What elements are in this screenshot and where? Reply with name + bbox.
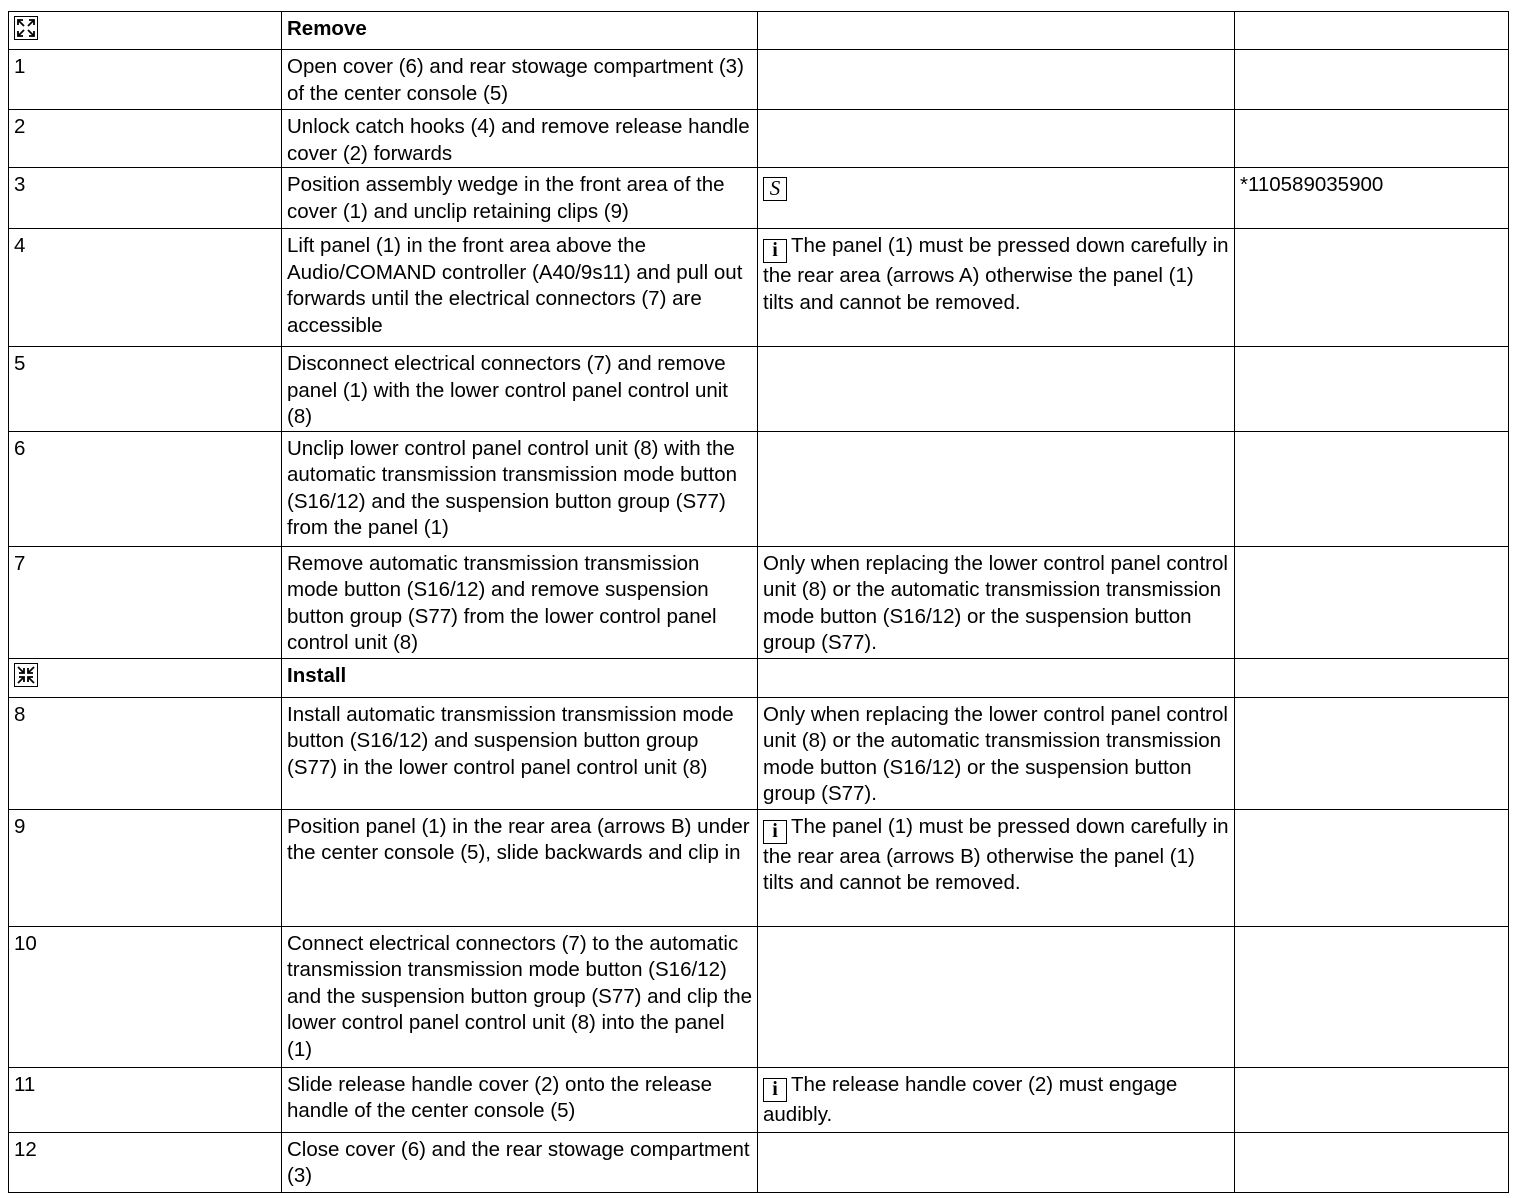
step-number: 3	[9, 168, 282, 229]
step-ref	[1235, 546, 1509, 658]
step-row	[9, 168, 1509, 229]
step-text: Lift panel (1) in the front area above the Audio/COMAND controller (A40/9s11) and pull out forwards until the electrical connectors (7) are accessible	[282, 229, 758, 347]
note-text: The release handle cover (2) must engage audibly.	[763, 1072, 1178, 1126]
step-row	[9, 809, 1509, 926]
step-ref: *110589035900	[1235, 168, 1509, 229]
step-note: Only when replacing the lower control panel control unit (8) or the automatic transmission transmission mode button (S16/12) or the suspension button group (S77).	[758, 546, 1235, 658]
step-ref	[1235, 431, 1509, 546]
procedure-table	[8, 11, 1509, 1193]
step-text: Remove automatic transmission transmission mode button (S16/12) and remove suspension button group (S77) from the lower control panel control unit (8)	[282, 546, 758, 658]
section-header-row-install	[9, 658, 1509, 697]
info-icon: i	[763, 239, 787, 263]
step-note	[758, 926, 1235, 1067]
step-ref	[1235, 1067, 1509, 1132]
contract-arrows-icon	[14, 663, 38, 687]
step-number: 6	[9, 431, 282, 546]
step-number: 4	[9, 229, 282, 347]
step-number: 7	[9, 546, 282, 658]
step-note	[758, 1132, 1235, 1192]
step-text: Disconnect electrical connectors (7) and remove panel (1) with the lower control panel control unit (8)	[282, 347, 758, 432]
step-note	[758, 431, 1235, 546]
step-ref	[1235, 697, 1509, 809]
step-row	[9, 347, 1509, 432]
step-text: Unclip lower control panel control unit (8) with the automatic transmission transmission mode button (S16/12) and the suspension button group (S77) from the panel (1)	[282, 431, 758, 546]
step-number: 12	[9, 1132, 282, 1192]
section-header-row-remove	[9, 12, 1509, 50]
step-text: Connect electrical connectors (7) to the automatic transmission transmission mode button (S16/12) and the suspension button group (S77) and clip the lower control panel control unit (8) into the panel (1)	[282, 926, 758, 1067]
step-row	[9, 1132, 1509, 1192]
info-icon: i	[763, 820, 787, 844]
step-ref	[1235, 347, 1509, 432]
step-note	[758, 809, 1235, 926]
step-ref	[1235, 110, 1509, 168]
step-note	[758, 50, 1235, 110]
info-icon: i	[763, 1078, 787, 1102]
step-note	[758, 168, 1235, 229]
note-text: The panel (1) must be pressed down carefully in the rear area (arrows B) otherwise the panel (1) tilts and cannot be removed.	[763, 814, 1229, 894]
step-text: Position panel (1) in the rear area (arrows B) under the center console (5), slide backwards and clip in	[282, 809, 758, 926]
expand-arrows-icon	[14, 16, 38, 40]
step-note	[758, 110, 1235, 168]
step-number: 10	[9, 926, 282, 1067]
step-row	[9, 1067, 1509, 1132]
step-row	[9, 546, 1509, 658]
step-note	[758, 229, 1235, 347]
step-ref	[1235, 809, 1509, 926]
section-icon-cell	[9, 658, 282, 697]
step-row	[9, 50, 1509, 110]
step-ref	[1235, 926, 1509, 1067]
step-number: 11	[9, 1067, 282, 1132]
step-note	[758, 347, 1235, 432]
step-row	[9, 431, 1509, 546]
step-text: Close cover (6) and the rear stowage compartment (3)	[282, 1132, 758, 1192]
step-row	[9, 110, 1509, 168]
step-text: Slide release handle cover (2) onto the release handle of the center console (5)	[282, 1067, 758, 1132]
step-number: 9	[9, 809, 282, 926]
step-text: Install automatic transmission transmission mode button (S16/12) and suspension button group (S77) in the lower control panel control unit (8)	[282, 697, 758, 809]
step-text: Unlock catch hooks (4) and remove release handle cover (2) forwards	[282, 110, 758, 168]
step-ref	[1235, 1132, 1509, 1192]
note-text: The panel (1) must be pressed down carefully in the rear area (arrows A) otherwise the panel (1) tilts and cannot be removed.	[763, 234, 1229, 314]
step-text: Open cover (6) and rear stowage compartment (3) of the center console (5)	[282, 50, 758, 110]
section-icon-cell	[9, 12, 282, 50]
step-text: Position assembly wedge in the front area of the cover (1) and unclip retaining clips (9)	[282, 168, 758, 229]
step-ref	[1235, 229, 1509, 347]
step-number: 5	[9, 347, 282, 432]
step-note: Only when replacing the lower control panel control unit (8) or the automatic transmission transmission mode button (S16/12) or the suspension button group (S77).	[758, 697, 1235, 809]
step-number: 2	[9, 110, 282, 168]
step-row	[9, 229, 1509, 347]
step-number: 1	[9, 50, 282, 110]
special-tool-icon: S	[763, 177, 787, 201]
step-ref	[1235, 50, 1509, 110]
section-title-install: Install	[282, 658, 758, 697]
step-row	[9, 697, 1509, 809]
step-row	[9, 926, 1509, 1067]
section-title-remove: Remove	[282, 12, 758, 50]
step-note	[758, 1067, 1235, 1132]
step-number: 8	[9, 697, 282, 809]
